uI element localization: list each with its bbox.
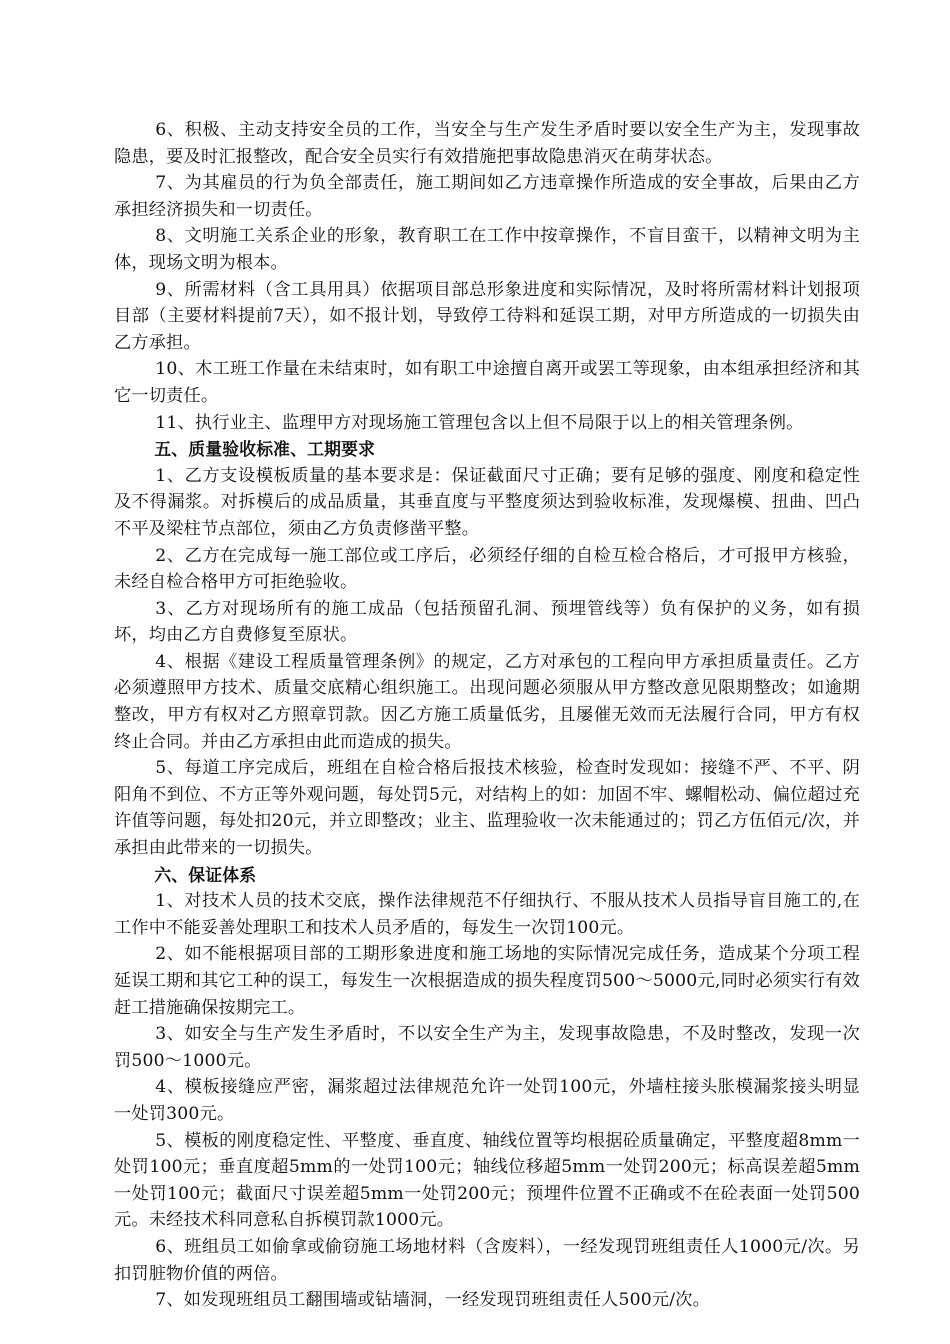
clause-5-1: 1、乙方支设模板质量的基本要求是：保证截面尺寸正确；要有足够的强度、刚度和稳定性及不得漏浆。对拆模后的成品质量，其垂直度与平整度须达到验收标准，发现爆模、扭曲、凹凸不平及梁柱节点部位，须由乙方负责修凿平整。 bbox=[114, 465, 860, 539]
clause-5-3: 3、乙方对现场所有的施工成品（包括预留孔洞、预埋管线等）负有保护的义务，如有损坏，均由乙方自费修复至原状。 bbox=[114, 598, 860, 646]
section-heading-quality: 五、质量验收标准、工期要求 bbox=[154, 439, 376, 460]
clause-6-5: 5、模板的刚度稳定性、平整度、垂直度、轴线位置等均根据砼质量确定，平整度超8mm一处罚100元；垂直度超5mm的一处罚100元；轴线位移超5mm一处罚200元；标高误差超5mm一处罚100元；截面尺寸误差超5mm一处罚200元；预埋件位置不正确或不在砼表面一处罚500元。未经技术科同意私自拆模罚款1000元。 bbox=[114, 1130, 860, 1231]
clause-5-2: 2、乙方在完成每一施工部位或工序后，必须经仔细的自检互检合格后，才可报甲方核验，未经自检合格甲方可拒绝验收。 bbox=[114, 545, 860, 593]
clause-6-1: 1、对技术人员的技术交底，操作法律规范不仔细执行、不服从技术人员指导盲目施工的,在工作中不能妥善处理职工和技术人员矛盾的，每发生一次罚100元。 bbox=[114, 891, 860, 938]
clause-6-4: 4、模板接缝应严密，漏浆超过法律规范允许一处罚100元，外墙柱接头胀模漏浆接头明显一处罚300元。 bbox=[114, 1077, 860, 1124]
clause-4-9: 9、所需材料（含工具用具）依据项目部总形象进度和实际情况，及时将所需材料计划报项目部（主要材料提前7天），如不报计划，导致停工待料和延误工期，对甲方所造成的一切损失由乙方承担。 bbox=[114, 279, 860, 353]
clause-4-8: 8、文明施工关系企业的形象，教育职工在工作中按章操作，不盲目蛮干，以精神文明为主体，现场文明为根本。 bbox=[114, 226, 860, 273]
clause-4-11: 11、执行业主、监理甲方对现场施工管理包含以上但不局限于以上的相关管理条例。 bbox=[155, 412, 804, 433]
clause-5-5: 5、每道工序完成后，班组在自检合格后报技术核验，检查时发现如：接缝不严、不平、阴阳角不到位、不方正等外观问题，每处罚5元，对结构上的如：加固不牢、螺帽松动、偏位超过充许值等问题，每处扣20元，并立即整改；业主、监理验收一次未能通过的；罚乙方伍佰元/次，并承担由此带来的一切损失。 bbox=[114, 758, 860, 859]
document-body bbox=[114, 117, 860, 1314]
clause-4-7: 7、为其雇员的行为负全部责任，施工期间如乙方违章操作所造成的安全事故，后果由乙方承担经济损失和一切责任。 bbox=[114, 173, 860, 220]
clause-6-3: 3、如安全与生产发生矛盾时，不以安全生产为主，发现事故隐患，不及时整改，发现一次罚500～1000元。 bbox=[114, 1024, 860, 1071]
clause-6-7: 7、如发现班组员工翻围墙或钻墙洞，一经发现罚班组责任人500元/次。 bbox=[155, 1290, 711, 1311]
clause-4-6: 6、积极、主动支持安全员的工作，当安全与生产发生矛盾时要以安全生产为主，发现事故隐患，要及时汇报整改，配合安全员实行有效措施把事故隐患消灭在萌芽状态。 bbox=[114, 120, 860, 167]
section-heading-guarantee: 六、保证体系 bbox=[154, 864, 257, 885]
clause-6-2: 2、如不能根据项目部的工期形象进度和施工场地的实际情况完成任务，造成某个分项工程延误工期和其它工种的误工，每发生一次根据造成的损失程度罚500～5000元,同时必须实行有效赶工措施确保按期完工。 bbox=[114, 944, 860, 1018]
clause-4-10: 10、木工班工作量在未结束时，如有职工中途擅自离开或罢工等现象，由本组承担经济和其它一切责任。 bbox=[114, 359, 860, 406]
clause-6-6: 6、班组员工如偷拿或偷窃施工场地材料（含废料），一经发现罚班组责任人1000元/次。另扣罚脏物价值的两倍。 bbox=[114, 1236, 860, 1284]
clause-5-4: 4、根据《建设工程质量管理条例》的规定，乙方对承包的工程向甲方承担质量责任。乙方必须遵照甲方技术、质量交底精心组织施工。出现问题必须服从甲方整改意见限期整改；如逾期整改，甲方有权对乙方照章罚款。因乙方施工质量低劣，且屡催无效而无法履行合同，甲方有权终止合同。并由乙方承担由此而造成的损失。 bbox=[114, 651, 860, 752]
